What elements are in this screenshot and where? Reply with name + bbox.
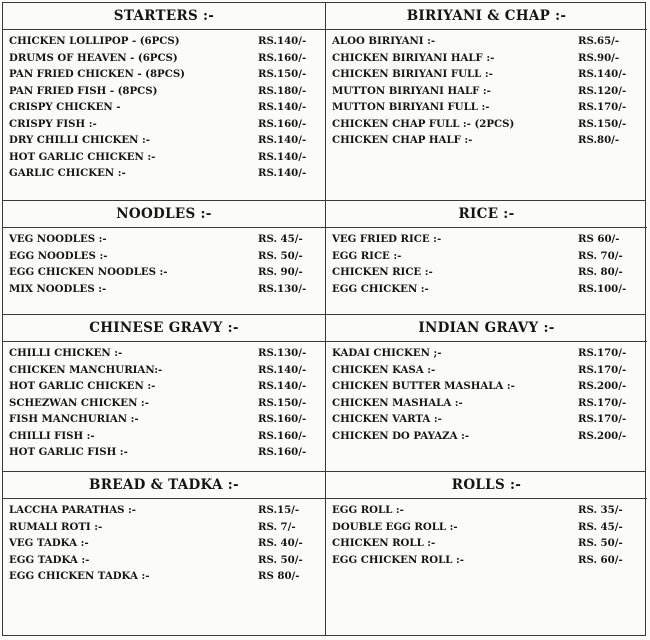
item-name: EGG CHICKEN :-	[332, 282, 429, 295]
item-price: RS.140/-	[578, 68, 627, 80]
item-name: CHICKEN BUTTER MASHALA :-	[332, 380, 515, 392]
menu-item	[326, 66, 647, 83]
item-list	[326, 231, 647, 297]
menu-item	[3, 535, 325, 552]
item-name: MUTTON BIRIYANI FULL :-	[332, 101, 490, 113]
menu-item	[3, 552, 325, 569]
section-biriyani-chap	[326, 3, 647, 200]
item-name: SCHEZWAN CHICKEN :-	[9, 396, 149, 409]
section-noodles	[3, 201, 325, 314]
item-price: RS. 50/-	[258, 553, 303, 566]
section-title-divider	[326, 341, 647, 342]
item-name: CHICKEN ROLL :-	[332, 537, 436, 549]
item-name: EGG CHICKEN TADKA :-	[9, 570, 150, 582]
menu-item	[3, 248, 325, 265]
item-price: RS.80/-	[578, 134, 620, 146]
item-price: RS.160/-	[258, 446, 307, 458]
item-price: RS.140/-	[258, 35, 307, 47]
menu-item	[326, 519, 647, 536]
item-price: RS.160/-	[258, 429, 307, 442]
item-price: RS.170/-	[578, 363, 627, 376]
item-name: CHICKEN DO PAYAZA :-	[332, 429, 470, 442]
item-list	[3, 345, 325, 461]
item-name: CHICKEN MANCHURIAN:-	[9, 363, 163, 376]
item-price: RS.150/-	[258, 396, 307, 409]
item-price: RS.140/-	[258, 150, 307, 163]
item-list	[3, 33, 325, 182]
item-name: VEG TADKA :-	[9, 537, 89, 549]
menu-item	[3, 395, 325, 412]
item-price: RS.200/-	[578, 429, 627, 442]
section-title-divider	[3, 227, 325, 228]
item-name: CHICKEN CHAP FULL :- (2PCS)	[332, 117, 515, 130]
item-name: CHICKEN MASHALA :-	[332, 396, 463, 409]
item-price: RS.140/-	[258, 167, 307, 179]
item-name: EGG ROLL :-	[332, 504, 404, 516]
section-title: BIRIYANI & CHAP :-	[406, 8, 567, 24]
item-price: RS. 7/-	[258, 520, 296, 533]
section-title: RICE :-	[458, 206, 515, 222]
item-name: VEG NOODLES :-	[9, 233, 107, 245]
item-name: RUMALI ROTI :-	[9, 520, 103, 533]
item-price: RS. 45/-	[258, 233, 303, 245]
item-price: RS. 45/-	[578, 520, 623, 533]
menu-item	[3, 281, 325, 298]
item-price: RS.130/-	[258, 282, 307, 295]
menu-item	[326, 502, 647, 519]
section-title: NOODLES :-	[116, 206, 212, 222]
item-price: RS. 50/-	[258, 249, 303, 262]
item-list	[3, 502, 325, 585]
menu-item	[3, 165, 325, 182]
item-name: MUTTON BIRIYANI HALF :-	[332, 84, 491, 97]
item-name: CHILLI FISH :-	[9, 429, 95, 442]
item-price: RS.100/-	[578, 282, 627, 295]
menu-item	[326, 535, 647, 552]
item-name: CHICKEN LOLLIPOP - (6PCS)	[9, 35, 180, 47]
item-name: CHICKEN BIRIYANI FULL :-	[332, 68, 493, 80]
item-price: RS.200/-	[578, 380, 627, 392]
item-price: RS. 50/-	[578, 537, 623, 549]
item-name: EGG NOODLES :-	[9, 249, 108, 262]
item-name: CHICKEN CHAP HALF :-	[332, 134, 473, 146]
menu-item	[3, 99, 325, 116]
section-bread-tadka	[3, 472, 325, 635]
menu-item	[326, 132, 647, 149]
menu-item	[326, 33, 647, 50]
item-price: RS.170/-	[578, 413, 627, 425]
item-name: EGG TADKA :-	[9, 553, 90, 566]
menu-item	[3, 83, 325, 100]
section-title: ROLLS :-	[451, 477, 522, 493]
menu-item	[3, 33, 325, 50]
menu-item	[326, 264, 647, 281]
menu-item	[326, 248, 647, 265]
item-price: RS.170/-	[578, 396, 627, 409]
item-price: RS.140/-	[258, 134, 307, 146]
item-name: CHILLI CHICKEN :-	[9, 347, 123, 359]
item-price: RS. 60/-	[578, 553, 623, 566]
menu-item	[326, 99, 647, 116]
item-name: FISH MANCHURIAN :-	[9, 413, 139, 425]
section-chinese-gravy	[3, 315, 325, 471]
menu-card	[2, 2, 646, 636]
item-name: MIX NOODLES :-	[9, 282, 107, 295]
item-name: CHICKEN BIRIYANI HALF :-	[332, 51, 495, 64]
menu-item	[3, 362, 325, 379]
item-price: RS.90/-	[578, 51, 620, 64]
menu-item	[326, 378, 647, 395]
menu-item	[326, 83, 647, 100]
menu-item	[3, 502, 325, 519]
item-price: RS.150/-	[578, 117, 627, 130]
section-title-divider	[326, 498, 647, 499]
item-price: RS 60/-	[578, 233, 620, 245]
item-name: CRISPY CHICKEN -	[9, 101, 121, 113]
section-title: CHINESE GRAVY :-	[89, 320, 239, 336]
menu-item	[3, 264, 325, 281]
item-name: CRISPY FISH :-	[9, 117, 97, 130]
section-title: INDIAN GRAVY :-	[418, 320, 555, 336]
item-price: RS. 70/-	[578, 249, 623, 262]
menu-item	[3, 132, 325, 149]
menu-item	[326, 345, 647, 362]
item-name: EGG RICE :-	[332, 249, 402, 262]
item-name: CHICKEN RICE :-	[332, 266, 433, 278]
section-title-divider	[3, 341, 325, 342]
menu-item	[326, 362, 647, 379]
menu-item	[3, 444, 325, 461]
menu-item	[3, 345, 325, 362]
item-name: CHICKEN VARTA :-	[332, 413, 442, 425]
item-name: LACCHA PARATHAS :-	[9, 504, 136, 516]
menu-item	[3, 568, 325, 585]
item-name: DRY CHILLI CHICKEN :-	[9, 134, 151, 146]
section-title: STARTERS :-	[113, 8, 215, 24]
item-price: RS.160/-	[258, 117, 307, 130]
item-name: HOT GARLIC CHICKEN :-	[9, 380, 156, 392]
menu-item	[3, 411, 325, 428]
menu-item	[3, 231, 325, 248]
menu-item	[326, 428, 647, 445]
section-rolls	[326, 472, 647, 635]
item-name: EGG CHICKEN NOODLES :-	[9, 266, 168, 278]
item-name: PAN FRIED FISH - (8PCS)	[9, 84, 158, 97]
menu-item	[3, 519, 325, 536]
item-price: RS.15/-	[258, 504, 300, 516]
item-price: RS.140/-	[258, 363, 307, 376]
item-price: RS. 90/-	[258, 266, 303, 278]
item-price: RS. 40/-	[258, 537, 303, 549]
menu-item	[3, 428, 325, 445]
item-price: RS. 35/-	[578, 504, 623, 516]
item-list	[3, 231, 325, 297]
item-name: HOT GARLIC CHICKEN :-	[9, 150, 156, 163]
menu-item	[3, 149, 325, 166]
item-price: RS.140/-	[258, 101, 307, 113]
menu-item	[326, 395, 647, 412]
menu-item	[326, 50, 647, 67]
section-starters	[3, 3, 325, 200]
section-title-divider	[326, 29, 647, 30]
item-price: RS.120/-	[578, 84, 627, 97]
item-name: VEG FRIED RICE :-	[332, 233, 442, 245]
item-name: PAN FRIED CHICKEN - (8PCS)	[9, 68, 186, 80]
item-price: RS.160/-	[258, 51, 307, 64]
item-name: DRUMS OF HEAVEN - (6PCS)	[9, 51, 178, 64]
item-price: RS.140/-	[258, 380, 307, 392]
item-price: RS. 80/-	[578, 266, 623, 278]
item-price: RS.170/-	[578, 101, 627, 113]
item-name: EGG CHICKEN ROLL :-	[332, 553, 464, 566]
menu-item	[3, 50, 325, 67]
section-indian-gravy	[326, 315, 647, 471]
item-name: ALOO BIRIYANI :-	[332, 35, 436, 47]
item-price: RS.130/-	[258, 347, 307, 359]
menu-item	[326, 552, 647, 569]
menu-item	[326, 116, 647, 133]
section-title-divider	[326, 227, 647, 228]
menu-item	[3, 378, 325, 395]
item-name: GARLIC CHICKEN :-	[9, 167, 126, 179]
section-title: BREAD & TADKA :-	[89, 477, 239, 493]
menu-item	[3, 116, 325, 133]
item-price: RS.65/-	[578, 35, 620, 47]
item-list	[326, 33, 647, 149]
item-name: HOT GARLIC FISH :-	[9, 446, 128, 458]
item-name: CHICKEN KASA :-	[332, 363, 436, 376]
item-price: RS.160/-	[258, 413, 307, 425]
item-name: KADAI CHICKEN ;-	[332, 347, 442, 359]
item-price: RS.170/-	[578, 347, 627, 359]
item-name: DOUBLE EGG ROLL :-	[332, 520, 458, 533]
item-list	[326, 345, 647, 444]
section-title-divider	[3, 498, 325, 499]
menu-item	[326, 281, 647, 298]
menu-item	[326, 231, 647, 248]
item-price: RS.180/-	[258, 84, 307, 97]
item-price: RS 80/-	[258, 570, 300, 582]
section-title-divider	[3, 29, 325, 30]
section-rice	[326, 201, 647, 314]
item-list	[326, 502, 647, 568]
menu-item	[326, 411, 647, 428]
item-price: RS.150/-	[258, 68, 307, 80]
menu-item	[3, 66, 325, 83]
